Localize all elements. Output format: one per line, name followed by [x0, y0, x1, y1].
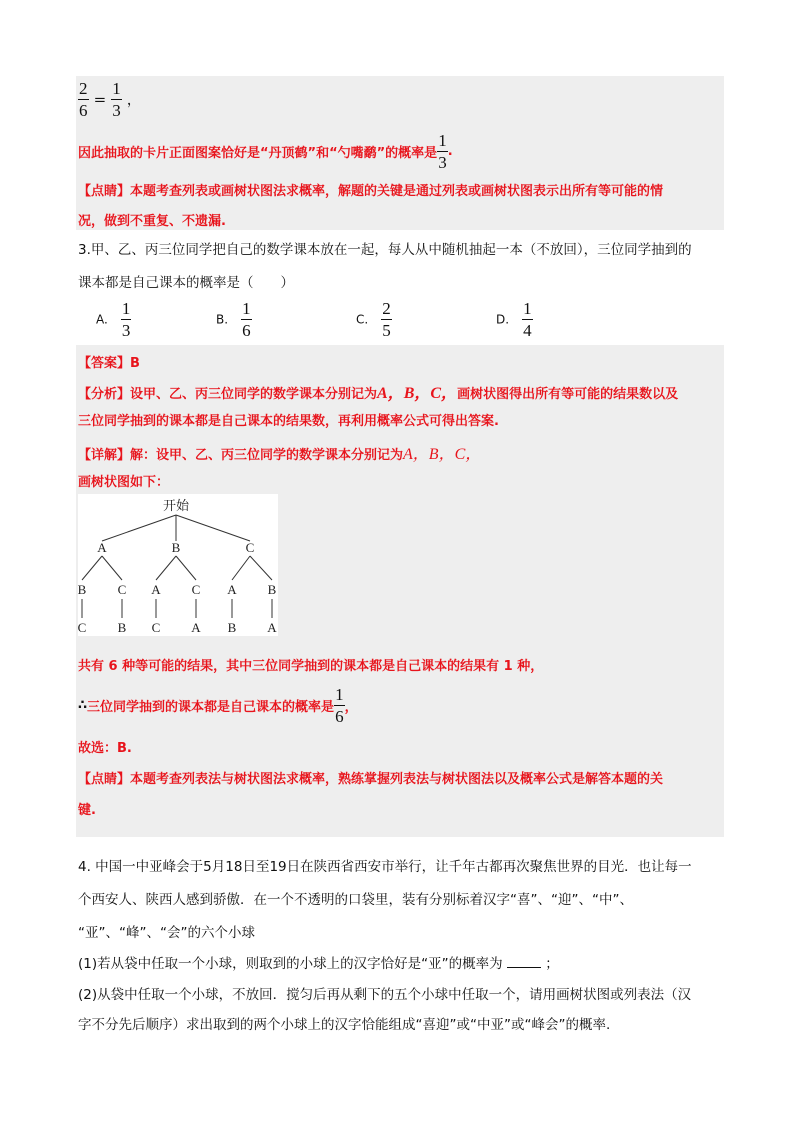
- tree-l2-3: C: [191, 582, 201, 597]
- detail-line2: 画树状图如下：: [78, 475, 170, 490]
- tree-l3-2: C: [151, 620, 161, 635]
- q3-option-a[interactable]: A. $\frac{1}{3}$: [96, 299, 131, 340]
- comment2-line2: 键.: [78, 803, 96, 818]
- q4-line2: 个西安人、陕西人感到骄傲．在一个不透明的口袋里，装有分别标着汉字“喜”、“迎”、“中”、: [78, 892, 633, 908]
- tree-node-a: A: [97, 540, 107, 555]
- answer-blank[interactable]: [507, 955, 541, 968]
- result-line: 共有 6 种等可能的结果，其中三位同学抽到的课本都是自己课本的结果有 1 种，: [78, 659, 544, 674]
- tree-l3-0: C: [78, 620, 87, 635]
- q4-sub2-line1: (2)从袋中任取一个小球，不放回．搅匀后再从剩下的五个小球中任取一个，请用画树状图或列表法（汉: [78, 987, 692, 1003]
- tree-node-b: B: [171, 540, 181, 555]
- tree-edges-level2: [82, 599, 272, 618]
- q4-sub1: (1)若从袋中任取一个小球，则取到的小球上的汉字恰好是“亚”的概率为 ；: [78, 956, 559, 972]
- prob-line: ∴三位同学抽到的课本都是自己课本的概率是 $\frac{1}{6}$ ，: [78, 685, 358, 726]
- therefore-fraction: $\frac{1}{3}$: [438, 131, 447, 172]
- tree-edges-root: [102, 515, 250, 541]
- tree-diagram: [78, 494, 278, 636]
- tree-node-c: C: [245, 540, 255, 555]
- q4-line1: 4. 中国一中亚峰会于5月18日至19日在陕西省西安市举行，让千年古都再次聚焦世界的目光．也让每一: [78, 859, 692, 875]
- comment1-line2: 况，做到不重复、不遗漏.: [78, 214, 226, 229]
- detail-line1: 【详解】解：设甲、乙、丙三位同学的数学课本分别记为A，B，C，: [78, 446, 482, 463]
- q3-line1: 3.甲、乙、丙三位同学把自己的数学课本放在一起，每人从中随机抽起一本（不放回），三位同学抽到的: [78, 242, 692, 258]
- q4-sub2-line2: 字不分先后顺序）求出取到的两个小球上的汉字恰能组成“喜迎”或“中亚”或“峰会”的概率.: [78, 1017, 611, 1033]
- tree-l2-5: B: [267, 582, 277, 597]
- tree-l3-4: B: [227, 620, 237, 635]
- comment2-line1: 【点睛】本题考查列表法与树状图法求概率，熟练掌握列表法与树状图法以及概率公式是解答本题的关: [78, 772, 664, 787]
- q3-option-c[interactable]: C. $\frac{2}{5}$: [356, 299, 391, 340]
- tree-l3-5: A: [267, 620, 277, 635]
- comment1-line1: 【点睛】本题考查列表或画树状图法求概率，解题的关键是通过列表或画树状图表示出所有等可能的情: [78, 184, 664, 199]
- tree-l2-1: C: [117, 582, 127, 597]
- therefore-line: 因此抽取的卡片正面图案恰好是“丹顶鹤”和“勺嘴鹬”的概率是 $\frac{1}{3}$ .: [78, 131, 453, 172]
- q3-option-b[interactable]: B. $\frac{1}{6}$: [216, 299, 251, 340]
- analysis-line2: 三位同学抽到的课本都是自己课本的结果数，再利用概率公式可得出答案.: [78, 414, 499, 429]
- tree-l3-1: B: [117, 620, 127, 635]
- tree-l3-3: A: [191, 620, 201, 635]
- tree-root: 开始: [162, 498, 190, 513]
- tree-l2-0: B: [78, 582, 87, 597]
- tree-edges-level1: [82, 556, 272, 580]
- choose-line: 故选：B.: [78, 741, 132, 756]
- tree-l2-4: A: [227, 582, 237, 597]
- answer-line: 【答案】B: [78, 356, 140, 371]
- tree-l2-2: A: [151, 582, 161, 597]
- top-fraction-line: $\frac{2}{6}$ = $\frac{1}{3}$ ，: [79, 79, 141, 120]
- analysis-line1: 【分析】设甲、乙、丙三位同学的数学课本分别记为A，B，C，画树状图得出所有等可能的结果数以及: [78, 385, 679, 402]
- q3-option-d[interactable]: D. $\frac{1}{4}$: [496, 299, 532, 340]
- q3-line2: 课本都是自己课本的概率是（ ）: [78, 275, 294, 291]
- q4-line3: “亚”、“峰”、“会”的六个小球: [78, 925, 255, 941]
